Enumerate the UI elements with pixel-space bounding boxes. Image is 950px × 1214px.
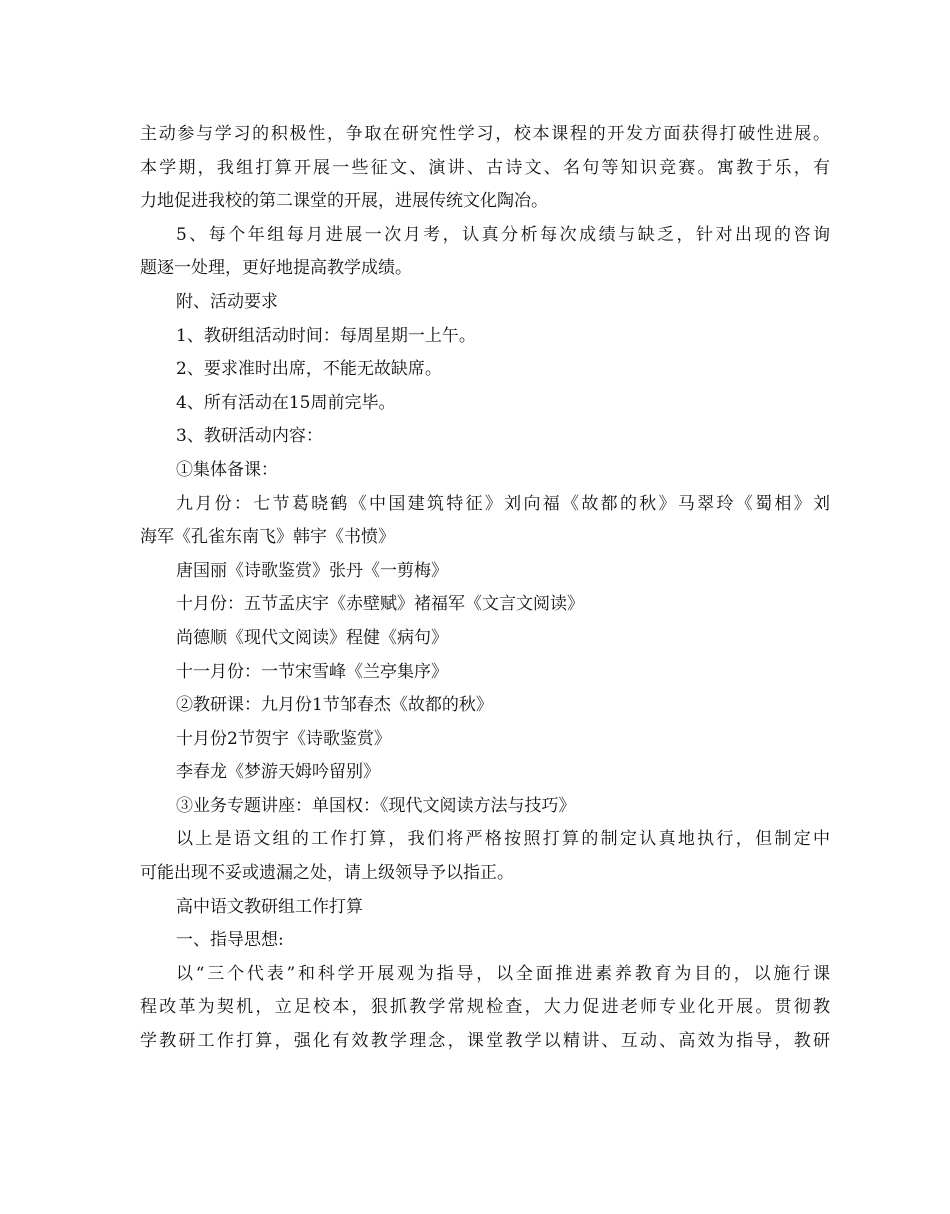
text-line: 海军《孔雀东南飞》韩宇《书愤》: [140, 527, 395, 548]
text-line: 高中语文教研组工作打算: [176, 896, 363, 917]
text-line: 可能出现不妥或遗漏之处，请上级领导予以指正。: [140, 863, 514, 884]
text-line: 主动参与学习的积极性，争取在研究性学习，校本课程的开发方面获得打破性进展。: [140, 124, 830, 144]
text-line: 3、教研活动内容：: [176, 426, 323, 447]
text-line: 程改革为契机，立足校本，狠抓教学常规检查，大力促进老师专业化开展。贯彻教: [140, 997, 830, 1018]
text-line: 李春龙《梦游天姆吟留别》: [176, 762, 380, 783]
text-line: 十一月份：一节宋雪峰《兰亭集序》: [176, 661, 448, 682]
text-line: 学教研工作打算，强化有效教学理念，课堂教学以精讲、互动、高效为指导，教研: [140, 1031, 830, 1052]
text-line: 2、要求准时出席，不能无故缺席。: [176, 359, 442, 380]
text-line: 十月份：五节孟庆宇《赤壁赋》褚福军《文言文阅读》: [176, 594, 584, 615]
text-line: 以上是语文组的工作打算，我们将严格按照打算的制定认真地执行，但制定中: [176, 829, 830, 850]
document-body: [140, 118, 830, 1059]
text-line: 5、每个年组每月进展一次月考，认真分析每次成绩与缺乏，针对出现的咨询: [176, 224, 830, 245]
text-line: 本学期，我组打算开展一些征文、演讲、古诗文、名句等知识竞赛。寓教于乐，有: [140, 157, 830, 178]
text-line: 尚德顺《现代文阅读》程健《病句》: [176, 627, 448, 648]
text-line: 九月份：七节葛晓鹤《中国建筑特征》刘向福《故都的秋》马翠玲《蜀相》刘: [176, 493, 830, 514]
text-line: 附、活动要求: [176, 291, 278, 312]
text-line: ③业务专题讲座：单国权：《现代文阅读方法与技巧》: [176, 795, 576, 816]
text-line: 唐国丽《诗歌鉴赏》张丹《一剪梅》: [176, 560, 448, 581]
text-line: 题逐一处理，更好地提高教学成绩。: [140, 258, 412, 279]
text-line: 一、指导思想:: [176, 930, 284, 951]
text-line: 1、教研组活动时间：每周星期一上午。: [176, 325, 476, 346]
text-line: ②教研课：九月份1节邹春杰《故都的秋》: [176, 695, 493, 716]
text-line: 力地促进我校的第二课堂的开展，进展传统文化陶冶。: [140, 191, 548, 212]
text-line: 十月份2节贺宇《诗歌鉴赏》: [176, 728, 391, 749]
text-line: 4、所有活动在15周前完毕。: [176, 392, 396, 413]
text-line: 以“三个代表”和科学开展观为指导，以全面推进素养教育为目的，以施行课: [176, 963, 830, 984]
text-line: ①集体备课：: [176, 459, 278, 480]
